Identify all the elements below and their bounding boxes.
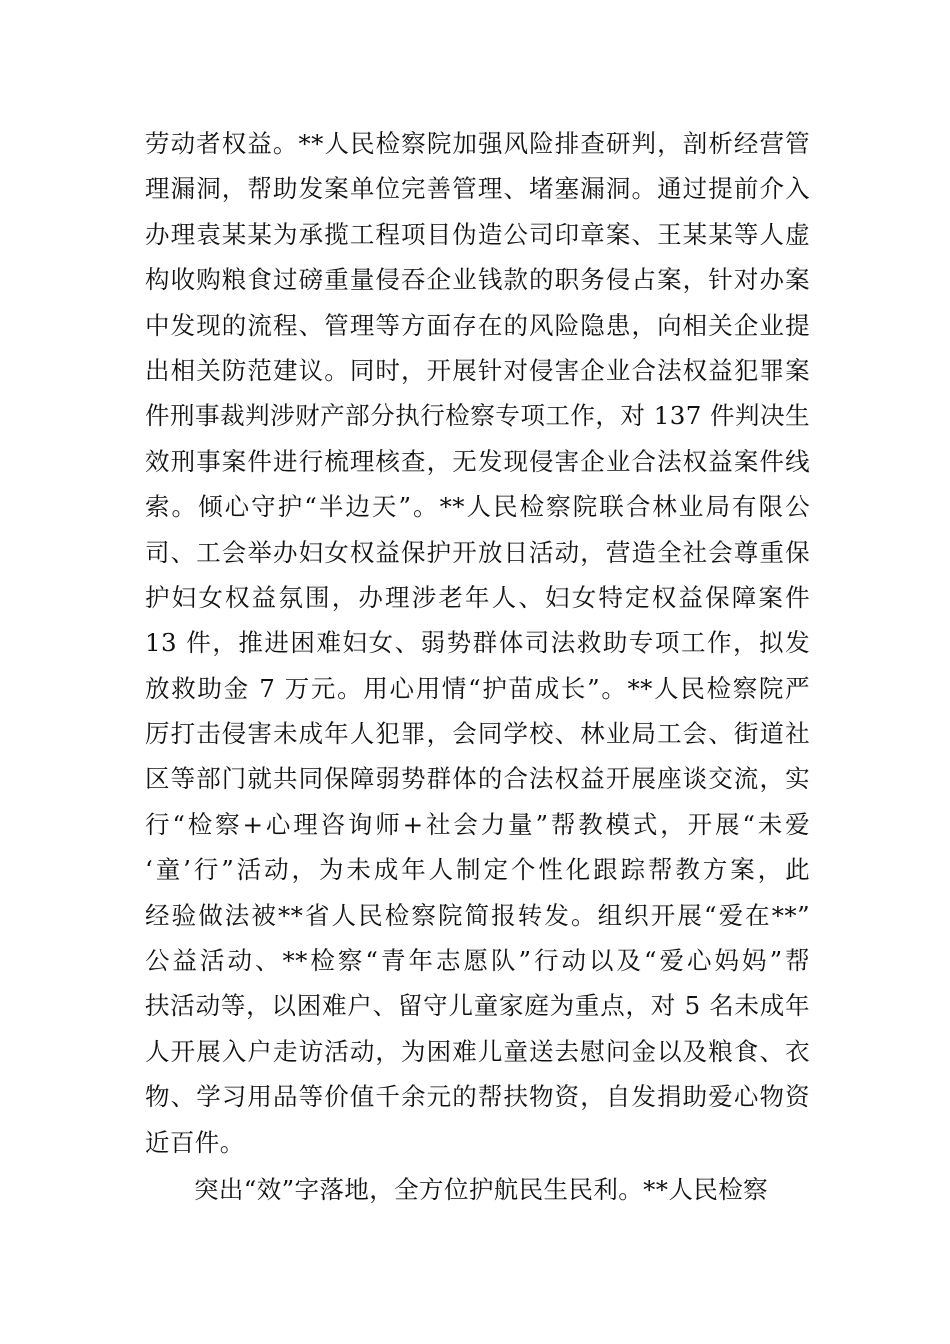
text-line: 行“检察+心理咨询师+社会力量”帮教模式，开展“未爱 <box>145 809 810 839</box>
text-line: 人开展入户走访活动，为困难儿童送去慰问金以及粮食、衣 <box>145 1036 810 1066</box>
text-line: 司、工会举办妇女权益保护开放日活动，营造全社会尊重保 <box>145 537 810 567</box>
text-line: 13 件，推进困难妇女、弱势群体司法救助专项工作，拟发 <box>145 628 810 658</box>
text-line: 件刑事裁判涉财产部分执行检察专项工作，对 137 件判决生 <box>145 401 810 431</box>
text-line: 物、学习用品等价值千余元的帮扶物资，自发捐助爱心物资 <box>145 1082 810 1112</box>
text-line: 理漏洞，帮助发案单位完善管理、堵塞漏洞。通过提前介入 <box>145 174 810 204</box>
text-line: 办理袁某某为承揽工程项目伪造公司印章案、王某某等人虚 <box>145 219 810 249</box>
text-line: 放救助金 7 万元。用心用情“护苗成长”。**人民检察院严 <box>145 673 810 703</box>
text-line: 护妇女权益氛围，办理涉老年人、妇女特定权益保障案件 <box>145 582 810 612</box>
paragraph-1 <box>145 121 810 1165</box>
text-line: 近百件。 <box>145 1127 245 1157</box>
text-line: 索。倾心守护“半边天”。**人民检察院联合林业局有限公 <box>145 492 810 522</box>
text-line: 厉打击侵害未成年人犯罪，会同学校、林业局工会、街道社 <box>145 719 810 749</box>
text-line: 突出“效”字落地，全方位护航民生民利。**人民检察 <box>194 1174 769 1204</box>
paragraph-2 <box>145 1167 810 1212</box>
text-line: 中发现的流程、管理等方面存在的风险隐患，向相关企业提 <box>145 310 810 340</box>
text-line: 公益活动、**检察“青年志愿队”行动以及“爱心妈妈”帮 <box>145 946 810 976</box>
text-line: ‘童’行”活动，为未成年人制定个性化跟踪帮教方案，此 <box>145 855 810 885</box>
text-line: 经验做法被**省人民检察院简报转发。组织开展“爱在**” <box>145 900 810 930</box>
text-line: 构收购粮食过磅重量侵吞企业钱款的职务侵占案，针对办案 <box>145 265 810 295</box>
text-line: 区等部门就共同保障弱势群体的合法权益开展座谈交流，实 <box>145 764 810 794</box>
body-text <box>145 121 810 1212</box>
text-line: 扶活动等，以困难户、留守儿童家庭为重点，对 5 名未成年 <box>145 991 810 1021</box>
text-line: 出相关防范建议。同时，开展针对侵害企业合法权益犯罪案 <box>145 355 810 385</box>
text-line: 效刑事案件进行梳理核查，无发现侵害企业合法权益案件线 <box>145 446 810 476</box>
text-line: 劳动者权益。**人民检察院加强风险排查研判，剖析经营管 <box>145 129 810 158</box>
